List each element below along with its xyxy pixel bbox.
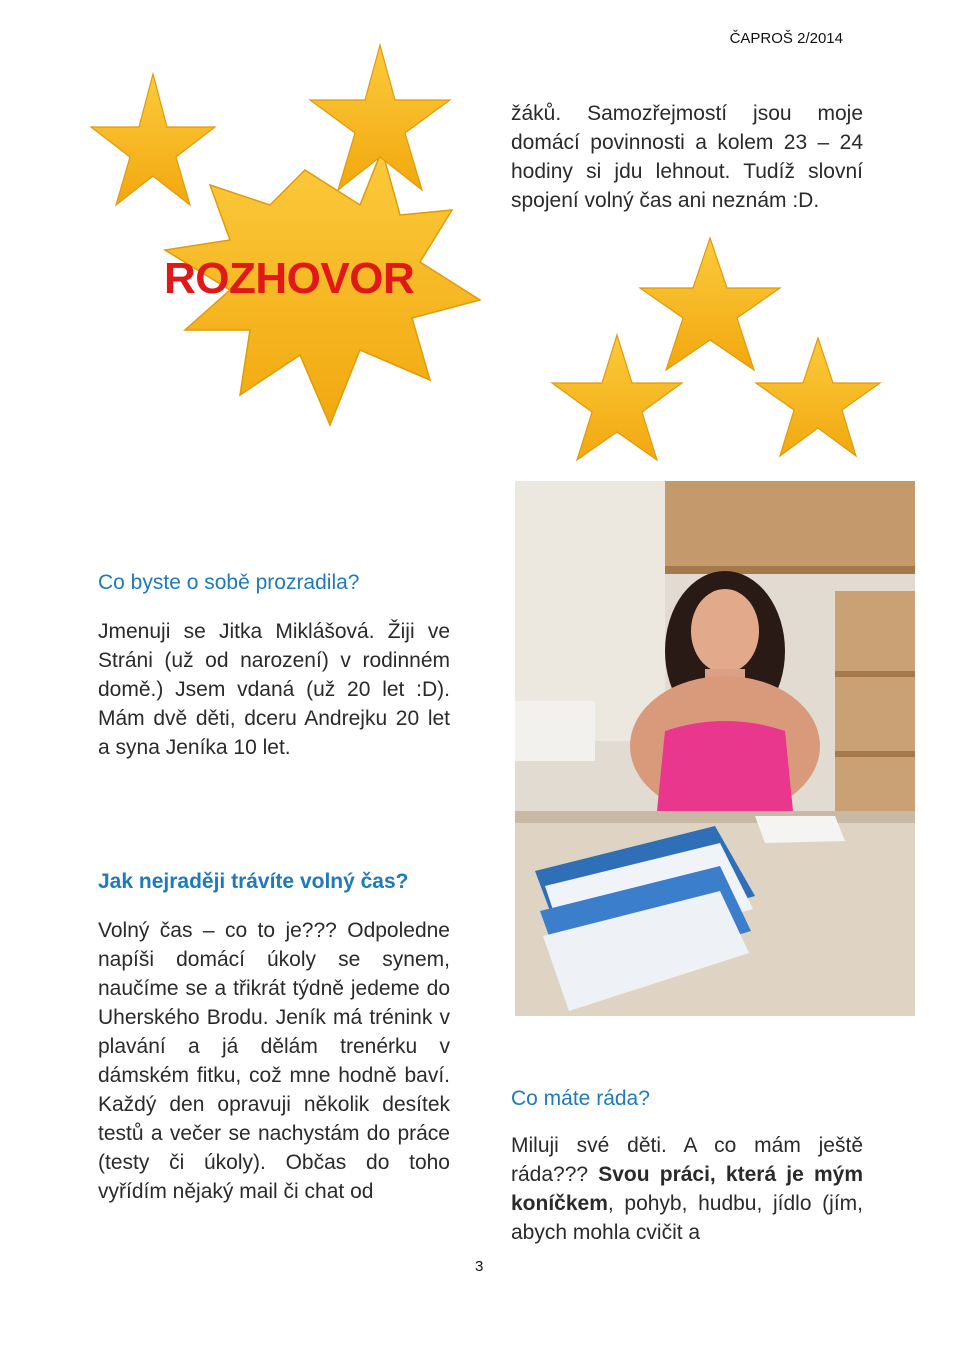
stars-illustration	[0, 0, 960, 520]
answer-3	[511, 1131, 863, 1247]
answer-bold-text: Svou práci, která je mým koníčkem	[511, 1163, 863, 1215]
answer-2: Volný čas – co to je??? Odpoledne napíši domácí úkoly se synem, naučíme se a třikrát týdně jedeme do Uherského Brodu. Jeník má trénink v plavání a já dělám trenérku v dámském fitku, což mne hodně baví. Každý den opravuji několik desítek testů a večer se nachystám do práce (testy či úkoly). Občas do toho vyřídím nějaký mail či chat od	[98, 919, 450, 1203]
star-icon	[91, 74, 215, 205]
question-3	[511, 1084, 863, 1113]
star-icon	[552, 335, 682, 460]
star-icon	[640, 238, 780, 370]
magazine-header: ČAPROŠ 2/2014	[729, 30, 843, 47]
interview-photo	[515, 481, 915, 1016]
question-heading: Jak nejraději trávíte volný čas?	[98, 870, 409, 893]
page-title: ROZHOVOR	[164, 254, 415, 303]
intro-continuation: žáků. Samozřejmostí jsou moje domácí povinnosti a kolem 23 – 24 hodiny si jdu lehnout. Tudíž slovní spojení volný čas ani neznám :D.	[511, 102, 863, 212]
question-heading: Co máte ráda?	[511, 1087, 650, 1110]
question-2	[98, 867, 450, 896]
answer-text: Miluji své děti. A co mám ještě ráda???	[511, 1134, 863, 1186]
answer-1: Jmenuji se Jitka Miklášová. Žiji ve Stráni (už od narození) v rodinném domě.) Jsem vdaná (už 20 let :D). Mám dvě děti, dceru Andrejku 20 let a syna Jeníka 10 let.	[98, 620, 450, 759]
question-1	[98, 568, 450, 597]
question-heading: Co byste o sobě prozradila?	[98, 571, 360, 594]
answer-text: , pohyb, hudbu, jídlo (jím, abych mohla cvičit a	[511, 1192, 863, 1244]
star-icon	[756, 338, 880, 456]
page-number: 3	[475, 1258, 484, 1275]
